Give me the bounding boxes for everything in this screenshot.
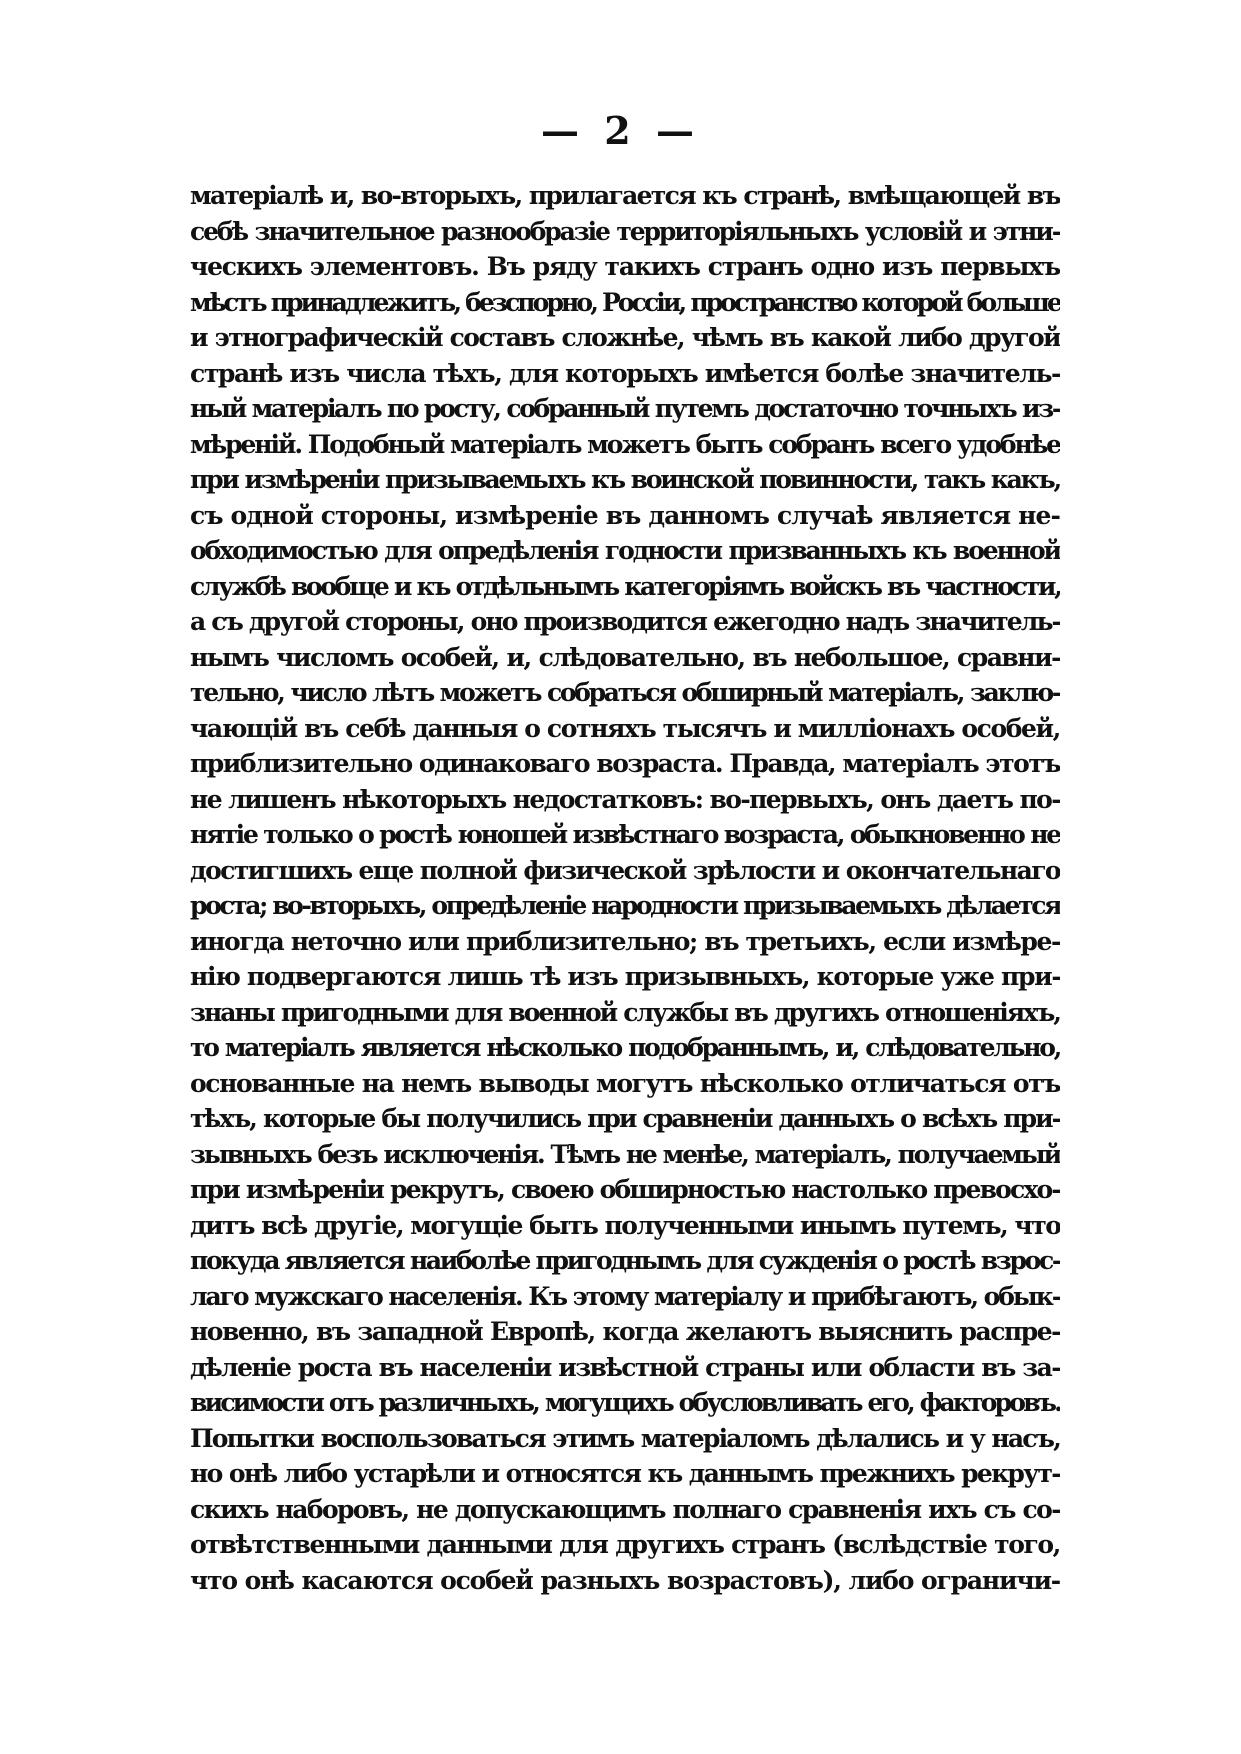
text-line: зывныхъ безъ исключенія. Тѣмъ не менѣе, матеріалъ, получаемый bbox=[190, 1139, 1060, 1169]
text-line: ческихъ элементовъ. Въ ряду такихъ странъ одно изъ первыхъ bbox=[190, 252, 1060, 281]
text-line: матеріалѣ и, во-вторыхъ, прилагается къ странѣ, вмѣщающей въ bbox=[190, 181, 1060, 210]
text-line: нію подвергаются лишь тѣ изъ призывныхъ, которые уже при- bbox=[190, 962, 1060, 991]
text-line: при измѣреніи рекрутъ, своею обширностью настолько превосхо- bbox=[190, 1175, 1060, 1204]
text-line: при измѣреніи призываемыхъ къ воинской повинности, такъ какъ, bbox=[190, 465, 1060, 494]
text-line: достигшихъ еще полной физической зрѣлости и окончательнаго bbox=[190, 855, 1060, 885]
text-line: ный матеріалъ по росту, собранный путемъ достаточно точныхъ из- bbox=[190, 394, 1060, 423]
text-line: не лишенъ нѣкоторыхъ недостатковъ: во-первыхъ, онъ даетъ по- bbox=[190, 784, 1060, 814]
text-line: нятіе только о ростѣ юношей извѣстнаго возраста, обыкновенно не bbox=[190, 820, 1060, 849]
text-line: дитъ всѣ другіе, могущіе быть полученными инымъ путемъ, что bbox=[190, 1210, 1060, 1240]
text-line: дѣленіе роста въ населеніи извѣстной страны или области въ за- bbox=[190, 1352, 1060, 1382]
text-line: новенно, въ западной Европѣ, когда желаютъ выяснить распре- bbox=[190, 1317, 1060, 1346]
text-line: странѣ изъ числа тѣхъ, для которыхъ имѣется болѣе значитель- bbox=[190, 358, 1060, 388]
text-line: мѣстъ принадлежитъ, безспорно, Россіи, пространство которой больше bbox=[190, 287, 1060, 317]
text-line: покуда является наиболѣе пригоднымъ для сужденія о ростѣ взрос- bbox=[190, 1246, 1060, 1275]
text-line: что онѣ касаются особей разныхъ возрастовъ), либо ограничи- bbox=[190, 1565, 1060, 1595]
page-number: — 2 — bbox=[541, 108, 700, 153]
text-line: роста; во-вторыхъ, опредѣленіе народности призываемыхъ дѣлается bbox=[190, 891, 1060, 920]
text-line: знаны пригодными для военной службы въ другихъ отношеніяхъ, bbox=[190, 997, 1060, 1027]
text-line: мѣреній. Подобный матеріалъ можетъ быть собранъ всего удобнѣе bbox=[190, 429, 1060, 459]
text-line: службѣ вообще и къ отдѣльнымъ категоріямъ войскъ въ частности, bbox=[190, 571, 1060, 601]
text-line: то матеріалъ является нѣсколько подобраннымъ, и, слѣдовательно, bbox=[190, 1033, 1060, 1062]
text-line: тѣхъ, которые бы получились при сравненіи данныхъ о всѣхъ при- bbox=[190, 1104, 1060, 1133]
text-line: приблизительно одинаковаго возраста. Правда, матеріалъ этотъ bbox=[190, 749, 1060, 778]
text-line: скихъ наборовъ, не допускающимъ полнаго сравненія ихъ съ со- bbox=[190, 1494, 1060, 1524]
text-line: тельно, число лѣтъ можетъ собраться обширный матеріалъ, заклю- bbox=[190, 678, 1060, 707]
text-line: а съ другой стороны, оно производится ежегодно надъ значитель- bbox=[190, 607, 1060, 636]
text-line: основанные на немъ выводы могутъ нѣсколько отличаться отъ bbox=[190, 1068, 1060, 1098]
text-line: себѣ значительное разнообразіе территоріяльныхъ условій и этни- bbox=[190, 216, 1060, 246]
text-line: Попытки воспользоваться этимъ матеріаломъ дѣлались и у насъ, bbox=[190, 1423, 1060, 1453]
text-line: и этнографическій составъ сложнѣе, чѣмъ въ какой либо другой bbox=[190, 323, 1060, 352]
body-text bbox=[190, 178, 1060, 1598]
text-line: съ одной стороны, измѣреніе въ данномъ случаѣ является не- bbox=[190, 500, 1060, 530]
text-line: висимости отъ различныхъ, могущихъ обусловливать его, факторовъ. bbox=[190, 1388, 1060, 1417]
text-line: отвѣтственными данными для другихъ странъ (вслѣдствіе того, bbox=[190, 1530, 1060, 1559]
text-line: лаго мужскаго населенія. Къ этому матеріалу и прибѣгаютъ, обык- bbox=[190, 1281, 1060, 1311]
text-line: обходимостью для опредѣленія годности призванныхъ къ военной bbox=[190, 536, 1060, 565]
text-line: но онѣ либо устарѣли и относятся къ даннымъ прежнихъ рекрут- bbox=[190, 1459, 1060, 1488]
text-line: иногда неточно или приблизительно; въ третьихъ, если измѣре- bbox=[190, 926, 1060, 956]
text-line: нымъ числомъ особей, и, слѣдовательно, въ небольшое, сравни- bbox=[190, 642, 1060, 672]
text-line: чающій въ себѣ данныя о сотняхъ тысячъ и милліонахъ особей, bbox=[190, 713, 1060, 743]
